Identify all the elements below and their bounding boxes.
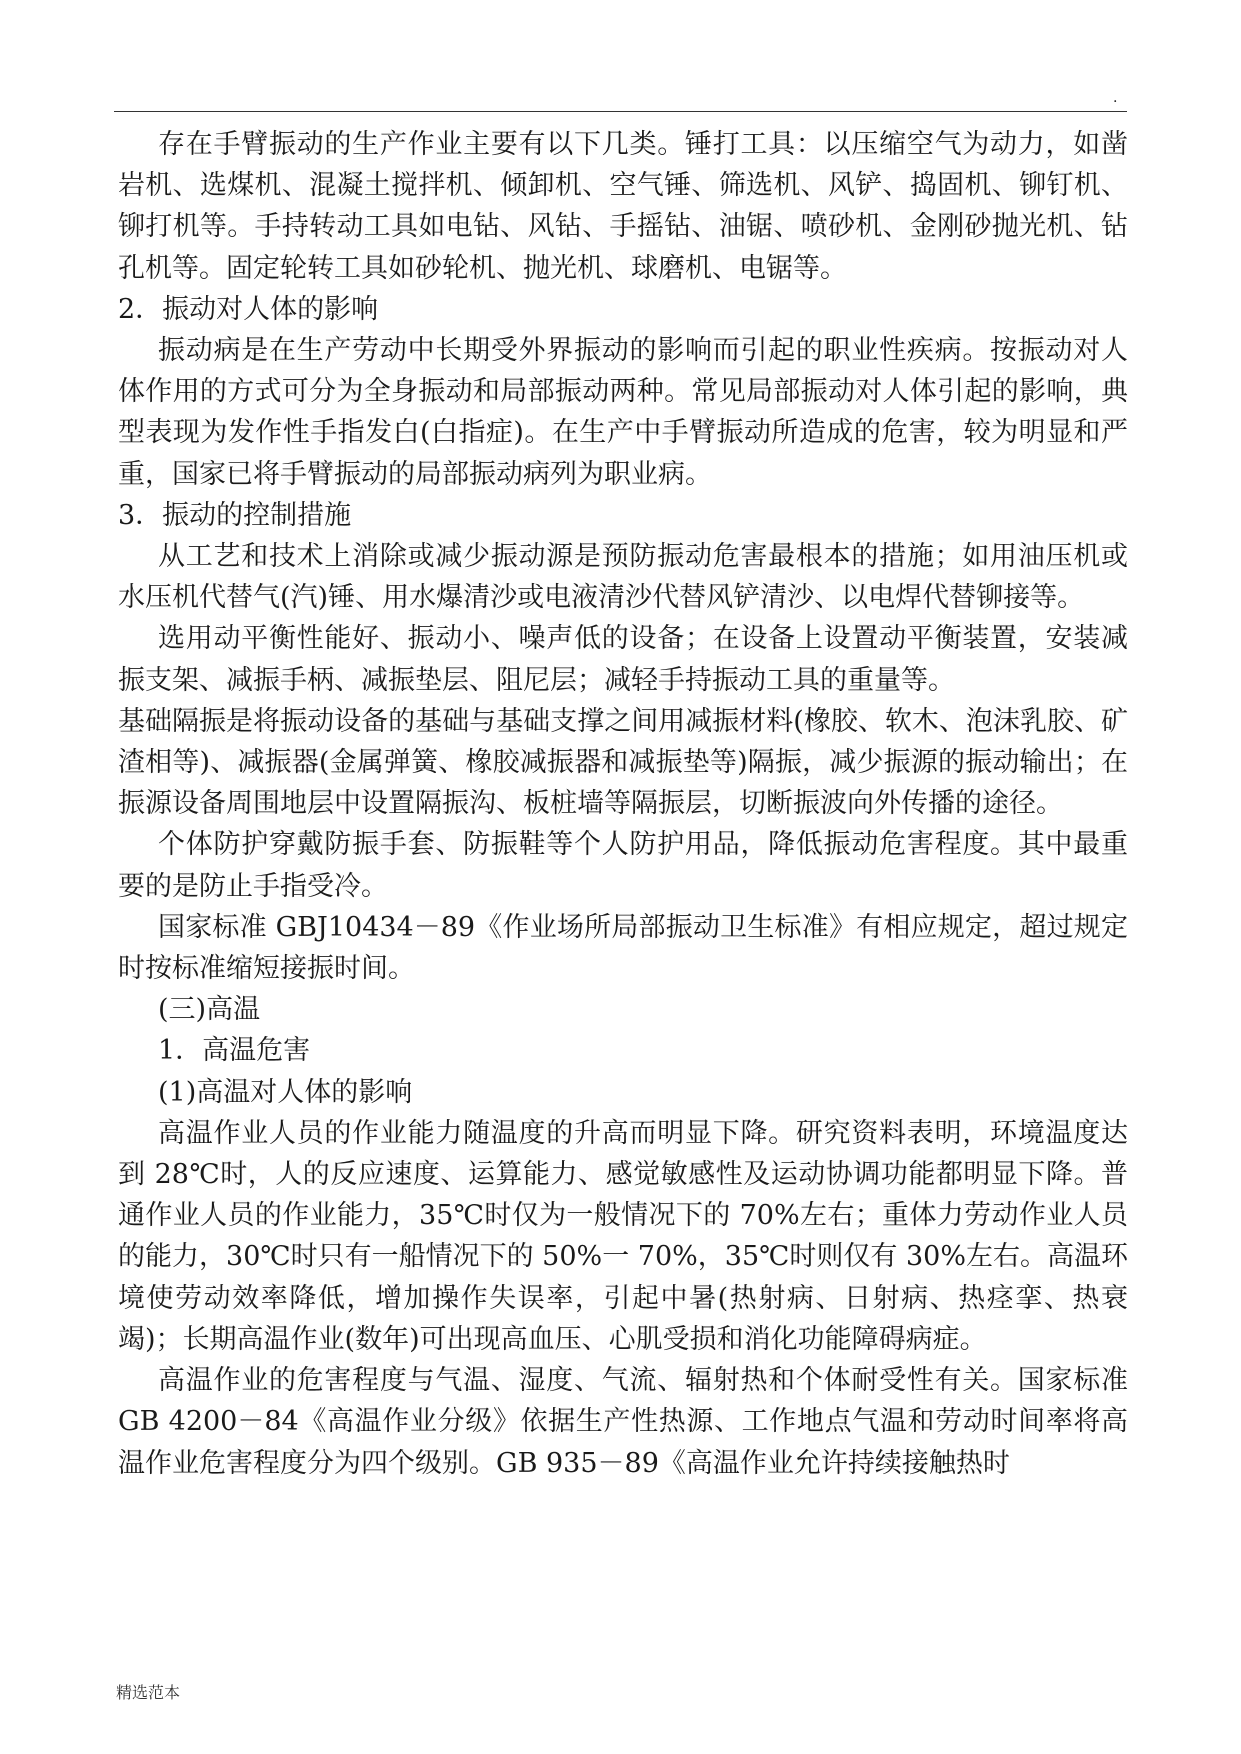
heading-heat-effects: (1)高温对人体的影响 — [158, 1076, 413, 1108]
heading-vibration-effects: 2．振动对人体的影响 — [118, 293, 379, 325]
paragraph-heat-work-capacity: 高温作业人员的作业能力随温度的升高而明显下降。研究资料表明，环境温度达到 28℃时，人的反应速度、运算能力、感觉敏感性及运动协调功能都明显下降。普通作业人员的作业能力，35℃时仅为一般情况下的 70%左右；重体力劳动作业人员的能力，30℃时只有一船情况下的 50%一 70%，35℃时则仅有 30%左右。高温环境使劳动效率降低，增加操作失误率，引起中暑(热射病、日射病、热痉挛、热衰竭)；长期高温作业(数年)可出现高血压、心肌受损和消化功能障碍病症。 — [118, 1117, 1128, 1355]
paragraph-vibration-sources: 存在手臂振动的生产作业主要有以下几类。锤打工具：以压缩空气为动力，如凿岩机、选煤机、混凝土搅拌机、倾卸机、空气锤、筛选机、风铲、捣固机、铆钉机、铆打机等。手持转动工具如电钻、风钻、手摇钻、油锯、喷砂机、金刚砂抛光机、钻孔机等。固定轮转工具如砂轮机、抛光机、球磨机、电锯等。 — [118, 129, 1128, 284]
header-mark: . — [1113, 90, 1118, 106]
paragraph-national-standard: 国家标准 GBJ10434－89《作业场所局部振动卫生标准》有相应规定，超过规定时按标准缩短接振时间。 — [118, 911, 1128, 985]
heading-high-temperature: (三)高温 — [158, 994, 261, 1026]
heading-high-temperature-hazard: 1．高温危害 — [158, 1035, 311, 1067]
paragraph-equipment-selection: 选用动平衡性能好、振动小、噪声低的设备；在设备上设置动平衡装置，安装减振支架、减振手柄、减振垫层、阻尼层；减轻手持振动工具的重量等。 — [118, 623, 1128, 696]
heading-vibration-control: 3．振动的控制措施 — [118, 499, 352, 531]
paragraph-process-measures: 从工艺和技术上消除或减少振动源是预防振动危害最根本的措施；如用油压机或水压机代替气(汽)锤、用水爆清沙或电液清沙代替风铲清沙、以电焊代替铆接等。 — [118, 541, 1128, 614]
document-body — [118, 124, 1128, 1484]
paragraph-foundation-isolation: 基础隔振是将振动设备的基础与基础支撑之间用减振材料(橡胶、软木、泡沫乳胶、矿渣相等)、减振器(金属弹簧、橡胶减振器和减振垫等)隔振，减少振源的振动输出；在振源设备周围地层中设置隔振沟、板桩墙等隔振层，切断振波向外传播的途径。 — [118, 705, 1128, 820]
header-rule — [114, 111, 1127, 112]
paragraph-vibration-disease: 振动病是在生产劳动中长期受外界振动的影响而引起的职业性疾病。按振动对人体作用的方式可分为全身振动和局部振动两种。常见局部振动对人体引起的影响，典型表现为发作性手指发白(白指症)。在生产中手臂振动所造成的危害，较为明显和严重，国家已将手臂振动的局部振动病列为职业病。 — [118, 335, 1128, 490]
paragraph-personal-protection: 个体防护穿戴防振手套、防振鞋等个人防护用品，降低振动危害程度。其中最重要的是防止手指受冷。 — [118, 829, 1128, 902]
paragraph-heat-hazard-levels: 高温作业的危害程度与气温、湿度、气流、辐射热和个体耐受性有关。国家标准 GB 4200－84《高温作业分级》依据生产性热源、工作地点气温和劳动时间率将高温作业危害程度分为四个级别。GB 935－89《高温作业允许持续接触热时 — [118, 1365, 1128, 1479]
footer-label: 精选范本 — [116, 1683, 181, 1702]
